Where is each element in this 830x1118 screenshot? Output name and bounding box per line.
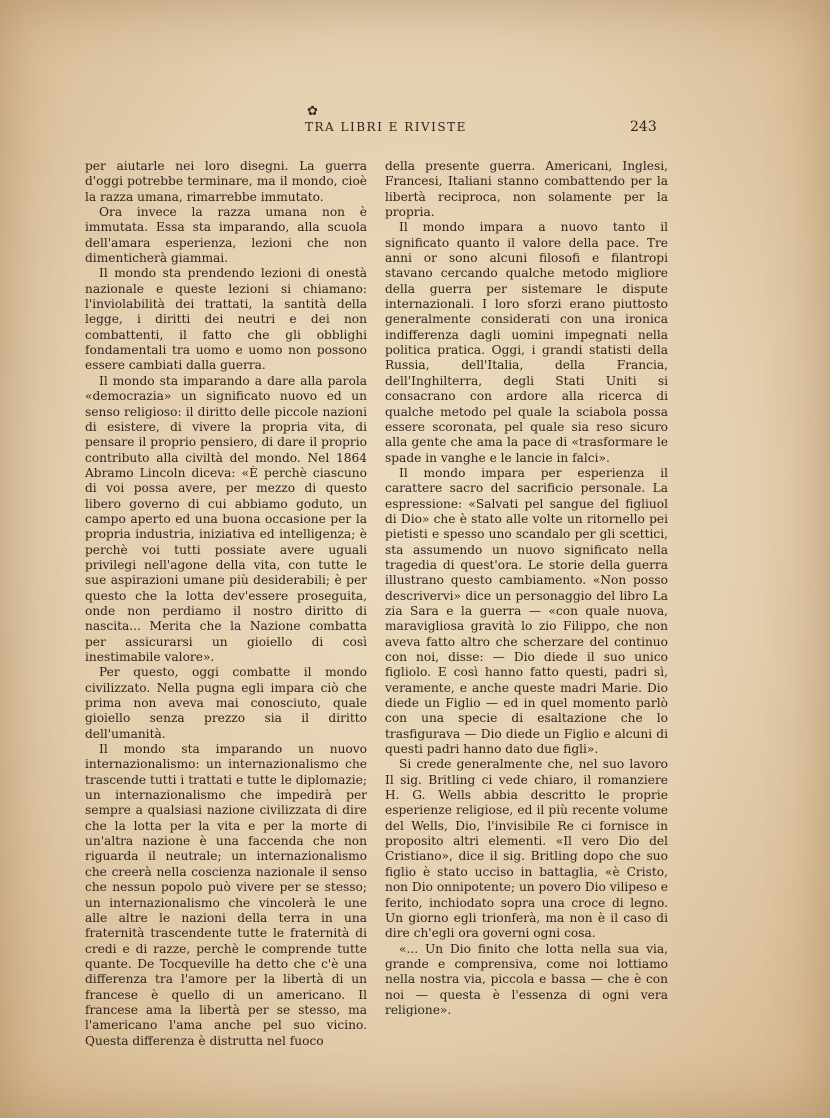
paragraph: Il mondo sta prendendo lezioni di onestà nazionale e queste lezioni si chiamano: l'inviolabilità dei trattati, la santità della legge, i diritti dei neutri e dei non combattenti, il fatto che gli obblighi fondamentali tra uomo e uomo non possono essere cambiati dalla guerra. — [85, 266, 367, 373]
paragraph: Il mondo sta imparando a dare alla parola «democrazia» un significato nuovo ed un senso religioso: il diritto delle piccole nazioni di esistere, di vivere la propria vita, di pensare il proprio pensiero, di dare il proprio contributo alla civiltà del mondo. Nel 1864 Abramo Lincoln diceva: «È perchè ciascuno di voi possa avere, per mezzo di questo libero governo di cui abbiamo goduto, un campo aperto ed una buona occasione per la propria industria, iniziativa ed intelligenza; è perchè voi tutti possiate avere uguali privilegi nell'agone della vita, con tutte le sue aspirazioni umane più desiderabili; è per questo che la lotta dev'essere proseguita, onde non perdiamo il nostro diritto di nascita... Merita che la Nazione combatta per assicurarsi un gioiello di così inestimabile valore». — [85, 373, 367, 664]
running-head: TRA LIBRI E RIVISTE — [305, 120, 467, 134]
page-number: 243 — [630, 119, 657, 135]
paragraph: per aiutarle nei loro disegni. La guerra d'oggi potrebbe terminare, ma il mondo, cioè la razza umana, rimarrebbe immutato. — [85, 159, 367, 204]
paragraph: Il mondo impara a nuovo tanto il significato quanto il valore della pace. Tre anni or sono alcuni filosofi e filantropi stavano cercando qualche metodo migliore della guerra per sistemare le dispute internazionali. I loro sforzi erano piuttosto generalmente considerati con una ironica indifferenza dagli uomini impegnati nella politica pratica. Oggi, i grandi statisti della Russia, dell'Italia, della Francia, dell'Inghilterra, degli Stati Uniti si consacrano con ardore alla ricerca di qualche metodo pel quale la sciabola possa essere scoronata, pel quale sia reso sicuro alla gente che ama la pace di «trasformare le spade in vanghe e le lancie in falci». — [385, 220, 668, 465]
paragraph: Per questo, oggi combatte il mondo civilizzato. Nella pugna egli impara ciò che prima non aveva mai conosciuto, quale gioiello senza prezzo sia il diritto dell'umanità. — [85, 665, 367, 741]
paragraph: Ora invece la razza umana non è immutata. Essa sta imparando, alla scuola dell'amara esperienza, lezioni che non dimenticherà giammai. — [85, 205, 367, 266]
paragraph: Il mondo sta imparando un nuovo internazionalismo: un internazionalismo che trascende tutti i trattati e tutte le diplomazie; un internazionalismo che impedirà per sempre a qualsiasi nazione civilizzata di dire che la lotta per la vita e per la morte di un'altra nazione è una faccenda che non riguarda il neutrale; un internazionalismo che creerà nella coscienza nazionale il senso che nessun popolo può vivere per se stesso; un internazionalismo che vincolerà le une alle altre le nazioni della terra in una fraternità trascendente tutte le fraternità di credi e di razze, perchè le comprende tutte quante. De Tocqueville ha detto che c'è una differenza tra l'amore per la libertà di un francese è quello di un americano. Il francese ama la libertà per se stesso, ma l'americano l'ama anche pel suo vicino. Questa differenza è distrutta nel fuoco — [85, 742, 367, 1048]
paragraph: della presente guerra. Americani, Inglesi, Francesi, Italiani stanno combattendo per la libertà reciproca, non solamente per la propria. — [385, 159, 668, 220]
left-column — [85, 159, 367, 1049]
paragraph: «... Un Dio finito che lotta nella sua via, grande e comprensiva, come noi lottiamo nella nostra via, piccola e bassa — che è con noi — questa è l'essenza di ogni vera religione». — [385, 941, 668, 1017]
header-ornament-icon: ✿ — [307, 104, 318, 119]
paragraph: Si crede generalmente che, nel suo lavoro Il sig. Britling ci vede chiaro, il romanziere H. G. Wells abbia descritto le proprie esperienze religiose, ed il più recente volume del Wells, Dio, l'invisibile Re ci fornisce in proposito altri elementi. «Il vero Dio del Cristiano», dice il sig. Britling dopo che suo figlio è stato ucciso in battaglia, «è Cristo, non Dio onnipotente; un povero Dio vilipeso e ferito, inchiodato sopra una croce di legno. Un giorno egli trionferà, ma non è il caso di dire ch'egli ora governi ogni cosa. — [385, 757, 668, 941]
paragraph: Il mondo impara per esperienza il carattere sacro del sacrificio personale. La espressione: «Salvati pel sangue del figliuol di Dio» che è stato alle volte un ritornello pei pietisti e spesso uno scandalo per gli scettici, sta assumendo un nuovo significato nella tragedia di quest'ora. Le storie della guerra illustrano questo cambiamento. «Non posso descrivervi» dice un personaggio del libro La zia Sara e la guerra — «con quale nuova, maravigliosa gravità lo zio Filippo, che non aveva fatto altro che scherzare del continuo con noi, disse: — Dio diede il suo unico figliolo. E così hanno fatto questi, padri sì, veramente, e anche queste madri Marie. Dio diede un Figlio — ed in quel momento parlò con una specie di esaltazione che lo trasfigurava — Dio diede un Figlio e alcuni di questi padri hanno dato due figli». — [385, 465, 668, 757]
right-column — [385, 159, 668, 1018]
